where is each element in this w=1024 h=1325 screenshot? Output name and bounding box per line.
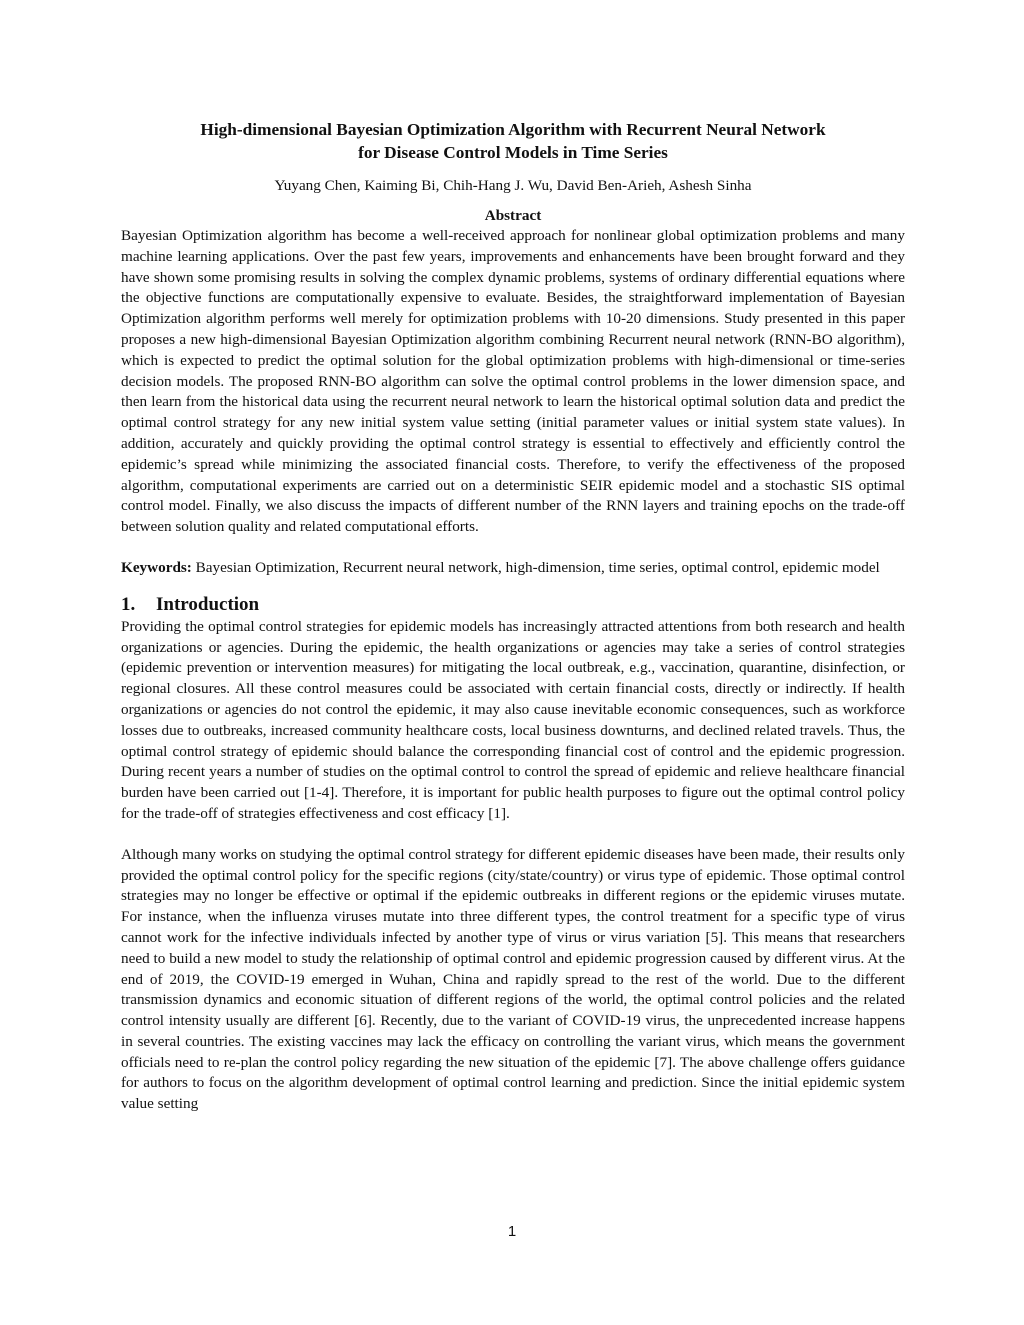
title-line-1: High-dimensional Bayesian Optimization Algorithm with Recurrent Neural Network bbox=[200, 120, 826, 139]
abstract-heading: Abstract bbox=[484, 207, 542, 224]
author-list: Yuyang Chen, Kaiming Bi, Chih-Hang J. Wu, David Ben-Arieh, Ashesh Sinha bbox=[274, 177, 752, 194]
section-title: Introduction bbox=[156, 593, 260, 615]
paper-page bbox=[121, 118, 905, 1115]
section-heading-introduction bbox=[121, 593, 905, 617]
paper-title bbox=[121, 118, 905, 164]
keywords-text: Bayesian Optimization, Recurrent neural network, high-dimension, time series, optimal control, epidemic model bbox=[191, 558, 880, 576]
section-number: 1. bbox=[121, 593, 136, 615]
page-number: 1 bbox=[507, 1223, 517, 1240]
abstract-body: Bayesian Optimization algorithm has become a well-received approach for nonlinear global optimization problems and many machine learning applications. Over the past few years, improvements and enhancements have been brought forward and they have shown some promising results in solving the complex dynamic problems, systems of ordinary differential equations where the objective functions are computationally expensive to evaluate. Besides, the straightforward implementation of Bayesian Optimization algorithm performs well merely for optimization problems with 10-20 dimensions. Study presented in this paper proposes a new high-dimensional Bayesian Optimization algorithm combining Recurrent neural network (RNN-BO algorithm), which is expected to predict the optimal solution for the global optimization problems with high-dimensional or time-series decision models. The proposed RNN-BO algorithm can solve the optimal control problems in the lower dimension space, and then learn from the historical data using the recurrent neural network to learn the historical optimal solution data and predict the optimal control strategy for any new initial system value setting (initial parameter values or initial system state values). In addition, accurately and quickly providing the optimal control strategy is essential to effectively and efficiently control the epidemic’s spread while minimizing the associated financial costs. Therefore, to verify the effectiveness of the proposed algorithm, computational experiments are carried out on a deterministic SEIR epidemic model and a stochastic SIS optimal control model. Finally, we also discuss the impacts of different number of the RNN layers and training epochs on the trade-off between solution quality and related computational efforts. bbox=[121, 227, 905, 536]
title-line-2: for Disease Control Models in Time Series bbox=[358, 143, 668, 162]
keywords-label: Keywords: bbox=[121, 558, 192, 576]
intro-paragraph-1: Providing the optimal control strategies for epidemic models has increasingly attracted attentions from both research and health organizations or agencies. During the epidemic, the health organizations or agencies may take a series of control strategies (epidemic prevention or intervention measures) for mitigating the local outbreak, e.g., vaccination, quarantine, disinfection, or regional closures. All these control measures could be associated with certain financial costs, directly or indirectly. If health organizations or agencies do not control the epidemic, it may also cause inevitable economic consequences, such as workforce losses due to outbreaks, increased community healthcare costs, local business downturns, and declined related travels. Thus, the optimal control strategy of epidemic should balance the corresponding financial cost of control and the epidemic progression. During recent years a number of studies on the optimal control to control the spread of epidemic and relieve healthcare financial burden have been carried out [1-4]. Therefore, it is important for public health purposes to figure out the optimal control policy for the trade-off of strategies effectiveness and cost efficacy [1]. bbox=[121, 617, 905, 822]
intro-paragraph-2: Although many works on studying the optimal control strategy for different epidemic diseases have been made, their results only provided the optimal control policy for the specific regions (city/state/country) or virus type of epidemic. Those optimal control strategies may no longer be effective or optimal if the epidemic outbreaks in different regions or the epidemic viruses mutate. For instance, when the influenza viruses mutate into three different types, the control treatment for a specific type of virus cannot work for the infective individuals infected by another type of virus or virus variation [5]. This means that researchers need to build a new model to study the relationship of optimal control and epidemic progression caused by different virus. At the end of 2019, the COVID-19 emerged in Wuhan, China and rapidly spread to the rest of the world. Due to the different transmission dynamics and economic situation of different regions of the world, the optimal control policies and the related control intensity usually are different [6]. Recently, due to the variant of COVID-19 virus, the unprecedented increase happens in several countries. The existing vaccines may lack the efficacy on controlling the variant virus, which means the government officials need to re-plan the control policy regarding the new situation of the epidemic [7]. The above challenge offers guidance for authors to focus on the algorithm development of optimal control learning and prediction. Since the initial epidemic system value setting bbox=[121, 845, 905, 1113]
keywords bbox=[121, 558, 905, 579]
